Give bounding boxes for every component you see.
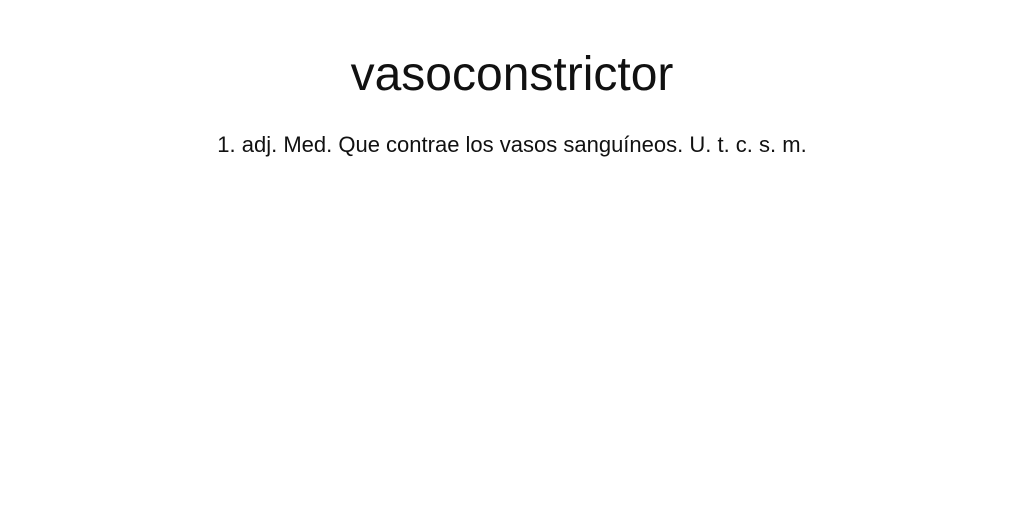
entry-term: vasoconstrictor — [350, 48, 674, 101]
entry-definition: 1. adj. Med. Que contrae los vasos sanguíneos. U. t. c. s. m. — [217, 132, 807, 157]
